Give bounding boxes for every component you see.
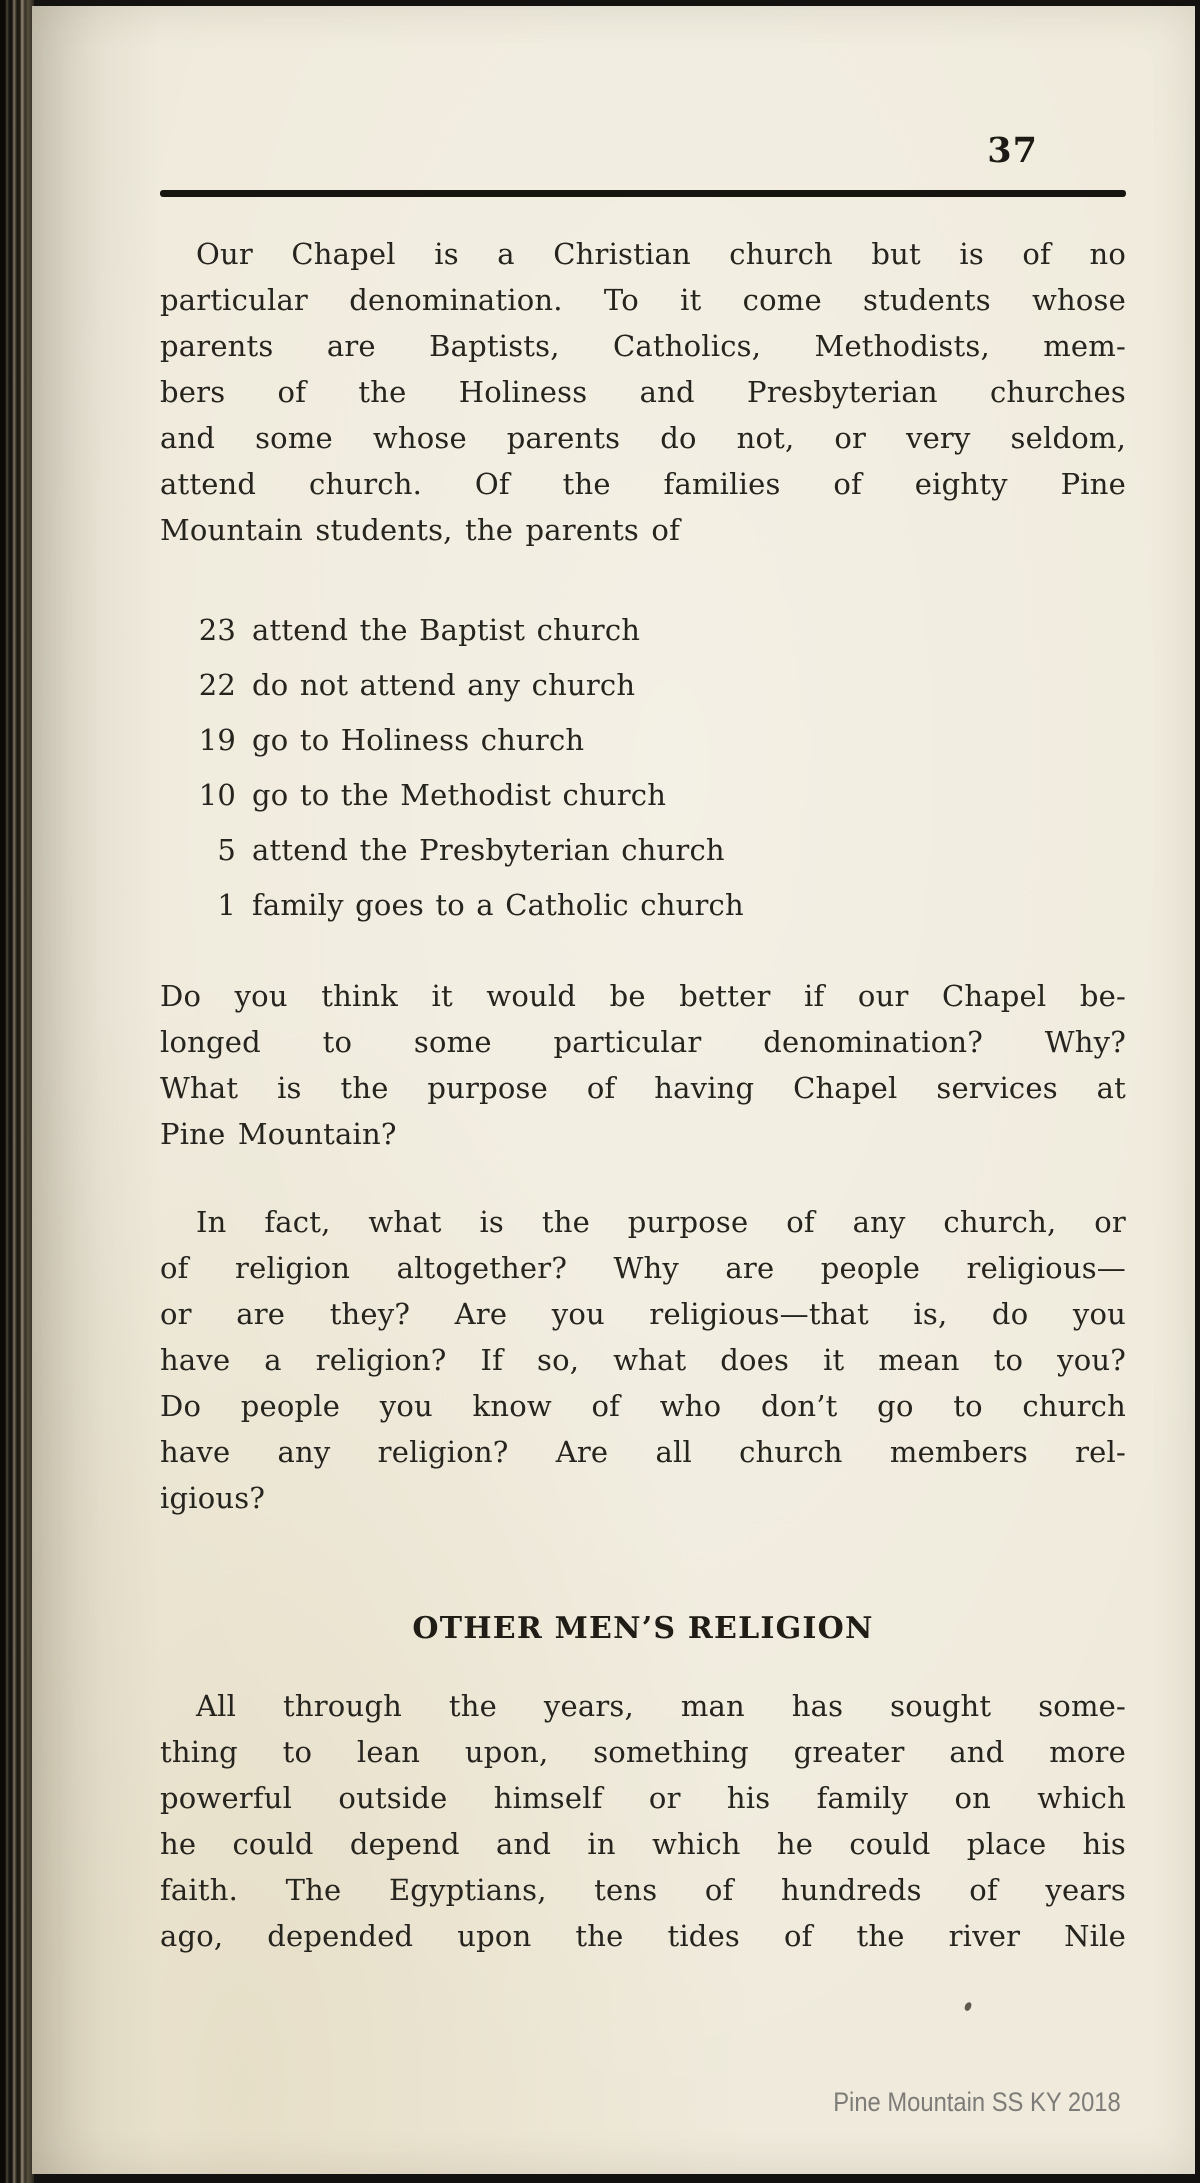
paragraph-religion-questions — [160, 1199, 1126, 1521]
attendance-list-item — [160, 823, 1126, 878]
text-line: have a religion? If so, what does it mean to you? — [160, 1343, 1126, 1377]
paragraph-chapel-intro — [160, 231, 1126, 553]
attendance-text: go to the Methodist church — [252, 778, 667, 812]
text-line: Do people you know of who don’t go to church — [160, 1389, 1126, 1423]
attendance-text: attend the Presbyterian church — [252, 833, 725, 867]
text-line: Pine Mountain? — [160, 1117, 397, 1151]
attendance-count: 10 — [198, 778, 236, 812]
paragraph-other-mens-religion — [160, 1683, 1126, 1959]
text-line: ago, depended upon the tides of the river Nile — [160, 1919, 1126, 1953]
attendance-count: 19 — [198, 723, 236, 757]
page-paper — [32, 6, 1195, 2174]
attendance-text: attend the Baptist church — [252, 613, 641, 647]
page-number: 37 — [987, 130, 1038, 171]
text-line: faith. The Egyptians, tens of hundreds of years — [160, 1873, 1126, 1907]
text-line: he could depend and in which he could place his — [160, 1827, 1126, 1861]
attendance-list-item — [160, 658, 1126, 713]
text-line: longed to some particular denomination? Why? — [160, 1025, 1126, 1059]
church-attendance-list — [160, 603, 1126, 933]
attendance-count: 22 — [198, 668, 236, 702]
text-line: thing to lean upon, something greater and more — [160, 1735, 1126, 1769]
attendance-text: family goes to a Catholic church — [252, 888, 744, 922]
attendance-list-item — [160, 603, 1126, 658]
section-heading: OTHER MEN’S RELIGION — [412, 1611, 874, 1646]
text-line: particular denomination. To it come students whose — [160, 283, 1126, 317]
text-line: Do you think it would be better if our Chapel be- — [160, 979, 1126, 1013]
text-line: Mountain students, the parents of — [160, 513, 681, 547]
text-line: What is the purpose of having Chapel services at — [160, 1071, 1126, 1105]
page-header — [160, 130, 1126, 178]
book-spine-edge — [0, 0, 34, 2183]
text-line: have any religion? Are all church members rel- — [160, 1435, 1126, 1469]
text-line: or are they? Are you religious—that is, do you — [160, 1297, 1126, 1331]
attendance-list-item — [160, 768, 1126, 823]
header-rule — [160, 190, 1126, 197]
attendance-text: go to Holiness church — [252, 723, 585, 757]
text-line: Our Chapel is a Christian church but is of no — [196, 237, 1126, 271]
text-line: powerful outside himself or his family on which — [160, 1781, 1126, 1815]
ink-speck — [964, 2001, 972, 2011]
attendance-count: 23 — [198, 613, 236, 647]
text-line: igious? — [160, 1481, 266, 1515]
attendance-count: 1 — [217, 888, 236, 922]
text-line: All through the years, man has sought some- — [196, 1689, 1126, 1723]
attendance-list-item — [160, 878, 1126, 933]
text-line: and some whose parents do not, or very seldom, — [160, 421, 1126, 455]
watermark: Pine Mountain SS KY 2018 — [833, 2087, 1121, 2117]
text-line: bers of the Holiness and Presbyterian churches — [160, 375, 1126, 409]
attendance-text: do not attend any church — [252, 668, 636, 702]
attendance-list-item — [160, 713, 1126, 768]
attendance-count: 5 — [217, 833, 236, 867]
text-line: In fact, what is the purpose of any church, or — [196, 1205, 1126, 1239]
text-column — [32, 130, 1195, 1959]
text-line: parents are Baptists, Catholics, Methodists, mem- — [160, 329, 1126, 363]
text-line: attend church. Of the families of eighty Pine — [160, 467, 1126, 501]
paragraph-denomination-question — [160, 973, 1126, 1157]
text-line: of religion altogether? Why are people religious— — [160, 1251, 1126, 1285]
